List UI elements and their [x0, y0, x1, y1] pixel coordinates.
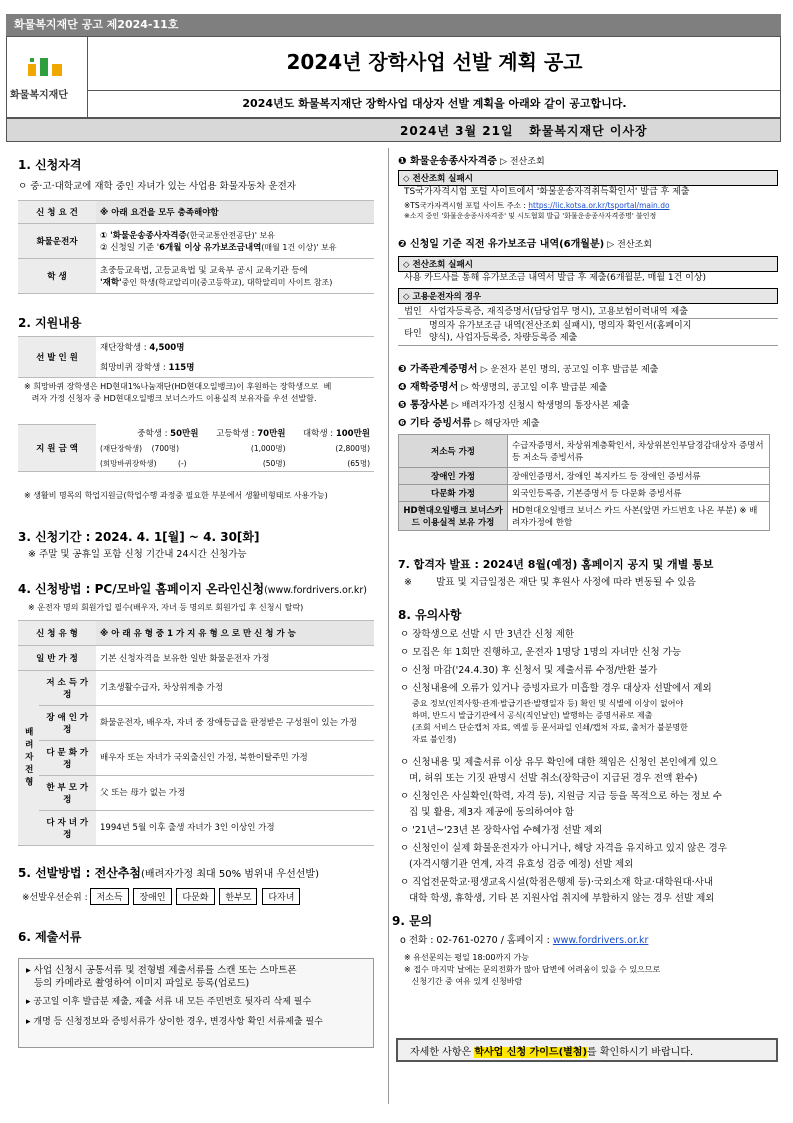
section3-title: 3. 신청기간 : 2024. 4. 1[월] ~ 4. 30[화]: [18, 530, 260, 544]
etc-multicultural-label: 다문화 가정: [399, 485, 508, 502]
section2-title: 2. 지원내용: [18, 316, 82, 330]
care-category-label: 배려자전형: [18, 671, 39, 846]
amount-univ: 대학생 : 100만원: [302, 428, 370, 439]
type-header-label: 신 청 유 형: [18, 621, 96, 646]
tsportal-link[interactable]: https://lic.kotsa.or.kr/tsportal/main.do: [528, 201, 670, 210]
driver-label: 화물운전자: [18, 224, 96, 259]
foundation-count-high: (1,000명): [250, 443, 286, 453]
logo-cell: [6, 36, 88, 118]
doc-item-3: ▸ 개명 등 신청정보와 증빙서류가 상이한 경우, 변경사항 확인 서류제출 필수: [26, 1017, 323, 1027]
multicultural-label: 다 문 화 가 정: [39, 741, 96, 776]
support-amount-table: [18, 424, 374, 472]
eligibility-header-value: ※ 아래 요건을 모두 충족해야함: [96, 201, 374, 224]
selection-count-table: [18, 336, 374, 378]
doc2-line: 사용 카드사를 통해 유가보조금 내역서 발급 후 제출(6개월분, 매월 1건 이상): [404, 273, 707, 283]
section4-title: 4. 신청방법 : PC/모바일 홈페이지 온라인신청(www.fordrivers.or.kr): [18, 582, 368, 596]
doc1-fail-box: ◇ 전산조회 실패시: [398, 170, 778, 186]
caution-5b: 며, 허위 또는 기짓 판명시 선발 취소(장학금이 지급된 경우 전액 환수): [400, 773, 698, 784]
section4-note: ※ 운전자 명의 회원가입 필수(배우자, 자녀 등 명의로 회원가입 후 신청시 탈락): [28, 603, 304, 612]
caution-3: ㅇ 신청 마감('24.4.30) 후 신청서 및 제출서류 수정/반환 불가: [400, 665, 658, 676]
caution-4-sub4: 자료 불인정): [412, 735, 457, 744]
etc-disabled-value: 장애인증명서, 장애인 복지카드 등 장애인 증빙서류: [508, 468, 770, 485]
hope-count-univ: (65명): [290, 456, 375, 472]
section5-title: 5. 선발방법 : 전산추첨(배려자가정 최대 50% 범위내 우선선발): [18, 866, 319, 880]
foundation-count-row: (재단장학생) (700명): [100, 443, 180, 453]
priority-multi-child: 다자녀: [262, 888, 300, 905]
section1-intro: ㅇ 중·고·대학교에 재학 중인 자녀가 있는 사업용 화물자동차 운전자: [18, 181, 296, 192]
etc-docs-table: [398, 434, 770, 531]
foundation-count-univ: (2,800명): [335, 443, 370, 453]
type-header-value: ※ 아 래 유 형 중 1 가 지 유 형 으 로 만 신 청 가 능: [96, 621, 374, 646]
priority-label: ※선발우선순위 :: [22, 893, 88, 903]
contact-note2: ※ 접수 마지막 날에는 문의전화가 많아 답변에 어려움이 있을 수 있으므로: [404, 965, 661, 974]
doc-item-1: ▸ 사업 신청시 공통서류 및 전형별 제출서류를 스캔 또는 스마트폰: [26, 965, 297, 976]
amount-high: 고등학생 : 70만원: [216, 428, 286, 439]
doc4-line: ❹ 재학증명서 ▷ 학생명의, 공고일 이후 발급분 제출: [398, 382, 608, 393]
caution-4: ㅇ 신청내용에 오류가 있거나 증빙자료가 미흡할 경우 대상자 선발에서 제외: [400, 683, 712, 694]
caution-9a: ㅇ 직업전문학교·평생교육시설(학점은행제 등)·국외소재 학교·대학원대·사내: [400, 877, 714, 888]
other-label: 타인: [398, 319, 428, 346]
corp-value: 사업자등록증, 재직증명서(담당업무 명시), 고용보험이력내역 제출: [428, 303, 778, 319]
section1-title: 1. 신청자격: [18, 158, 82, 172]
date-bar: [6, 118, 781, 142]
doc5-line: ❺ 통장사본 ▷ 배려자가정 신청시 학생명의 통장사본 제출: [398, 400, 630, 411]
contact-line: o 전화 : 02-761-0270 / 홈페이지 : www.fordrivers.or.kr: [400, 935, 649, 946]
disabled-value: 화물운전자, 배우자, 자녀 중 장애등급을 판정받은 구성원이 있는 가정: [96, 706, 374, 741]
hope-wheel-scholar-count: 희망비퀴 장학생 : 115명: [96, 357, 374, 378]
caution-4-sub3: (조회 서비스 단순캡처 자료, 엑셀 등 문서파일 인쇄/캡처 자료, 출처가 불분명한: [412, 723, 688, 732]
caution-8a: ㅇ 신청인이 실제 화물운전자가 아니거나, 해당 자격을 유지하고 있지 않은 경우: [400, 843, 727, 854]
employed-driver-table: [398, 303, 778, 346]
hope-count-row: (희망바퀴장학생) (-): [96, 456, 202, 472]
etc-low-income-label: 저소득 가정: [399, 435, 508, 468]
caution-7: ㅇ '21년~'23년 본 장학사업 수혜가정 선발 제외: [400, 825, 603, 836]
general-family-value: 기본 신청자격을 보유한 일반 화물운전자 가정: [96, 646, 374, 671]
foundation-name: 화물복지재단: [10, 90, 68, 101]
page-title: 2024년 장학사업 선발 계획 공고: [286, 50, 583, 74]
low-income-label: 저 소 득 가 정: [39, 671, 96, 706]
doc1-line: TS국가자격시험 포털 사이트에서 '화물운송자격취득확인서' 발급 후 제출: [404, 187, 690, 197]
etc-disabled-label: 장애인 가정: [399, 468, 508, 485]
etc-oilbank-value: HD현대오일뱅크 보너스 카드 사본(앞면 카드번호 나온 부분) ※ 배려자가정에 한함: [508, 502, 770, 531]
caution-1: ㅇ 장학생으로 선발 시 만 3년간 신청 제한: [400, 629, 575, 640]
multi-child-label: 다 자 녀 가 정: [39, 811, 96, 846]
other-value: 명의자 유가보조금 내역(전산조회 실패시), 명의자 확인서(홈페이지 양식), 사업자등록증, 차량등록증 제출: [428, 319, 778, 346]
driver-requirements: ① '화물운송종사자격증(한국교통안전공단)' 보유 ② 신청일 기준 '6개월 이상 유가보조금내역(매월 1건 이상)' 보유: [96, 224, 374, 259]
caution-8b: (자격시행기관 연계, 자격 유효성 검증 예정) 선발 제외: [400, 859, 634, 870]
signer: 화물복지재단 이사장: [529, 124, 648, 138]
hope-count-high: (50명): [202, 456, 289, 472]
disabled-label: 장 애 인 가 정: [39, 706, 96, 741]
etc-low-income-value: 수급자증명서, 차상위계층확인서, 차상위본인부담경감대상자 증명서 등 저소득 증빙서류: [508, 435, 770, 468]
multi-child-value: 1994년 5월 이후 출생 자녀가 3인 이상인 가정: [96, 811, 374, 846]
doc1-title: ❶ 화물운송종사자격증 ▷ 전산조회: [398, 156, 545, 167]
application-type-table: [18, 620, 374, 846]
contact-note3: 신청기간 중 여유 있게 신청바람: [404, 977, 523, 986]
priority-single-parent: 한부모: [219, 888, 257, 905]
foundation-scholar-count: 재단장학생 : 4,500명: [96, 337, 374, 358]
amount-middle: 중학생 : 50만원: [137, 428, 199, 439]
selection-count-label: 선 발 인 원: [18, 337, 96, 378]
doc2-title: ❷ 신청일 기준 직전 유가보조금 내역(6개월분) ▷ 전산조회: [398, 239, 652, 250]
etc-multicultural-value: 외국인등록증, 기본증명서 등 다문화 증빙서류: [508, 485, 770, 502]
section8-title: 8. 유의사항: [398, 608, 462, 622]
caution-6b: 집 및 활용, 제3자 제공에 동의하여야 함: [400, 807, 574, 818]
section6-title: 6. 제출서류: [18, 930, 82, 944]
corp-label: 법인: [398, 303, 428, 319]
caution-2: ㅇ 모집은 年 1회만 진행하고, 운전자 1명당 1명의 자녀만 신청 가능: [400, 647, 682, 658]
guide-text: 자세한 사항은 학사업 신청 가이드(별첨)를 확인하시기 바랍니다.: [410, 1047, 694, 1058]
caution-6a: ㅇ 신청인은 사실확인(학력, 자격 등), 지원금 지급 등을 목적으로 하는 정보 수: [400, 791, 722, 802]
eligibility-header-label: 신 청 요 건: [18, 201, 96, 224]
notice-number-bar: 화물복지재단 공고 제2024-11호: [6, 14, 781, 36]
doc3-line: ❸ 가족관계증명서 ▷ 운전자 본인 명의, 공고일 이후 발급분 제출: [398, 364, 659, 375]
column-divider: [388, 148, 389, 1104]
page-subtitle: 2024년도 화물복지재단 장학사업 대상자 선발 계획을 아래와 같이 공고합니다.: [242, 97, 627, 110]
announcement-date: 2024년 3월 21일 화물복지재단 이사장: [400, 124, 648, 138]
doc-item-2: ▸ 공고일 이후 발급분 제출, 제출 서류 내 모든 주민번호 뒷자리 삭제 필수: [26, 997, 312, 1007]
caution-4-sub1: 중요 정보(인적사항·관계·발급기관·발행일자 등) 확인 및 식별에 이상이 없어야: [412, 699, 684, 708]
student-requirements: 초중등교육법, 고등교육법 및 교육부 공시 교육기관 등에 '재학'중인 학생(학교알리미(중고등학교), 대학알리미 사이트 참조): [96, 259, 374, 294]
doc1-note1: ※TS국가자격시험 포털 사이트 주소 : https://lic.kotsa.or.kr/tsportal/main.do: [404, 201, 670, 210]
hope-wheel-note-1: ※ 희망바퀴 장학생은 HD현대1%나눔재단(HD현대오일뱅크)이 후원하는 장학생으로 베: [24, 382, 332, 391]
multicultural-value: 배우자 또는 자녀가 국외출신인 가정, 북한이탈주민 가정: [96, 741, 374, 776]
doc2-fail-box: ◇ 전산조회 실패시: [398, 256, 778, 272]
doc2-employed-box: ◇ 고용운전자의 경우: [398, 288, 778, 304]
section7-title: 7. 합격자 발표 : 2024년 8월(예정) 홈페이지 공지 및 개별 통보: [398, 558, 714, 571]
priority-low-income: 저소득: [90, 888, 128, 905]
etc-oilbank-label: HD현대오일뱅크 보너스카드 이용실적 보유 가정: [399, 502, 508, 531]
support-amount-label: 지 원 금 액: [18, 425, 96, 472]
eligibility-table: [18, 200, 374, 294]
hope-wheel-note-2: 려자 가정 신청자 중 HD현대오일뱅크 보너스카드 이용실적 보유자를 우선 선발함.: [24, 394, 317, 403]
doc1-note2: ※소지 중인 '화물운송종사자격증' 및 시도협회 발급 '화물운송종사자격증명' 불인정: [404, 212, 657, 220]
living-cost-note: ※ 생활비 명목의 학업지원금(학업수행 과정중 필요한 부분에서 생활비형태로 사용가능): [24, 491, 328, 500]
contact-note1: ※ 유선문의는 평일 18:00까지 가능: [404, 953, 529, 962]
title-divider: [88, 90, 781, 91]
priority-row: [22, 888, 302, 905]
low-income-value: 기초생활수급자, 차상위계층 가정: [96, 671, 374, 706]
doc-item-1b: 등의 카메라로 촬영하여 이미지 파일로 등록(업로드): [34, 978, 250, 989]
section3-note: ※ 주말 및 공휴일 포함 신청 기간내 24시간 신청가능: [28, 549, 247, 560]
foundation-logo-icon: [26, 54, 66, 80]
single-parent-label: 한 부 모 가 정: [39, 776, 96, 811]
caution-4-sub2: 하며, 반드시 발급기관에서 공식(직인날인) 발행하는 증명서류로 제출: [412, 711, 653, 720]
doc6-line: ❻ 기타 증빙서류 ▷ 해당자만 제출: [398, 418, 540, 429]
caution-5a: ㅇ 신청내용 및 제출서류 이상 유무 확인에 대한 책임은 신청인 본인에게 있으: [400, 757, 718, 768]
section9-title: 9. 문의: [392, 914, 433, 928]
single-parent-value: 父 또는 母가 없는 가정: [96, 776, 374, 811]
section7-note: ※ 발표 및 지급일정은 재단 및 후원사 사정에 따라 변동될 수 있음: [404, 577, 696, 588]
homepage-link[interactable]: www.fordrivers.or.kr: [552, 935, 649, 946]
priority-multicultural: 다문화: [176, 888, 214, 905]
caution-9b: 대학 학생, 휴학생, 기타 본 지원사업 취지에 부합하지 않는 경우 선발 제외: [400, 893, 715, 904]
guide-highlight[interactable]: 학사업 신청 가이드(별첨): [474, 1047, 588, 1058]
priority-disabled: 장애인: [133, 888, 171, 905]
general-family-label: 일 반 가 정: [18, 646, 96, 671]
student-label: 학 생: [18, 259, 96, 294]
